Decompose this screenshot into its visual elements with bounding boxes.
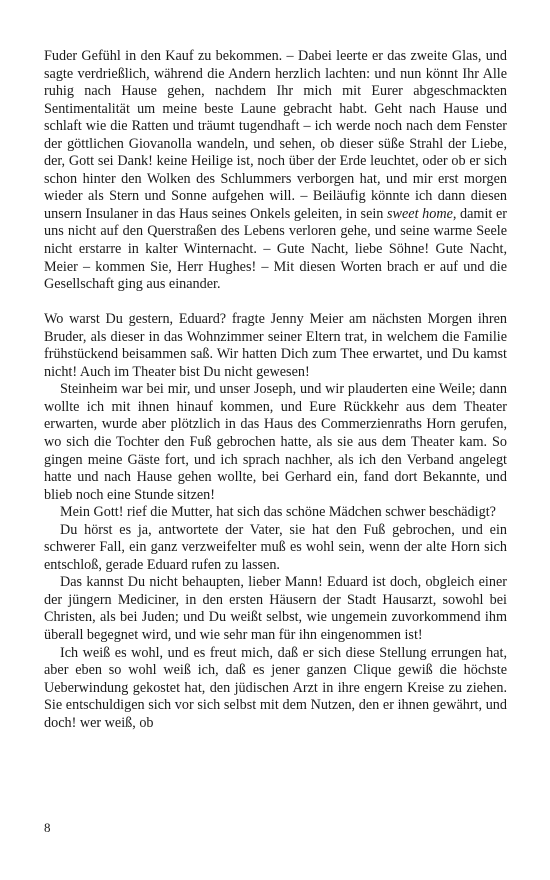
- paragraph-1: [44, 48, 507, 294]
- paragraph-1-italic: sweet home: [387, 205, 453, 222]
- paragraph-3: Steinheim war bei mir, und unser Joseph, und wir plauderten eine Weile; dann wollte ich mit ihnen hinauf kommen, und Eure Rückkehr aus dem Theater erwarten, wurde aber plötzlich in das Haus des Commerzienraths Horn gerufen, wo sich die Tochter den Fuß gebrochen hatte, als sie aus dem Theater kam. So gingen meine Gäste fort, und ich sprach nachher, als ich den Verband angelegt hatte und nach Hause gehen wollte, bei Gerhard ein, fand dort Bekannte, und blieb noch eine Stunde sitzen!: [44, 381, 507, 503]
- paragraph-4: Mein Gott! rief die Mutter, hat sich das schöne Mädchen schwer beschädigt?: [60, 504, 496, 521]
- page-number: 8: [44, 820, 51, 835]
- paragraph-5: Du hörst es ja, antwortete der Vater, sie hat den Fuß gebrochen, und ein schwerer Fall, ein ganz verzweifelter muß es wohl sein, wenn der alte Horn sich entschloß, gerade Eduard rufen zu lassen.: [44, 521, 507, 573]
- paragraph-2: Wo warst Du gestern, Eduard? fragte Jenny Meier am nächsten Morgen ihren Bruder, als dieser in das Wohnzimmer seiner Eltern trat, in welchem die Familie frühstückend beisammen saß. Wir hatten Dich zum Thee erwartet, und Du kamst nicht! Auch im Theater bist Du nicht gewesen!: [44, 311, 507, 380]
- paragraph-7: Ich weiß es wohl, und es freut mich, daß er sich diese Stellung errungen hat, aber eben so wohl weiß ich, daß es jener ganzen Clique gewiß die höchste Ueberwindung gekostet hat, den jüdischen Arzt in ihre engern Kreise zu ziehen. Sie entschuldigen sich vor sich selbst mit dem Nutzen, den er ihnen gewährt, und doch! wer weiß, ob: [44, 644, 507, 731]
- book-page-text: [44, 48, 507, 732]
- paragraph-6: Das kannst Du nicht behaupten, lieber Mann! Eduard ist doch, obgleich einer der jüngern Mediciner, in den ersten Häusern der Stadt Hausarzt, sowohl bei Christen, als bei Juden; und Du weißt selbst, wie ungemein zuvorkommend ihm überall begegnet wird, und wie sehr man für ihn eingenommen ist!: [44, 574, 507, 643]
- paragraph-1-text-b: , damit er uns nicht auf den Querstraßen des Lebens verloren gehe, und seine warme Seele nicht erstarre in kalter Winternacht. – Gute Nacht, liebe Söhne! Gute Nacht, Meier – kommen Sie, Herr Hughes! – Mit diesen Worten brach er auf und die Gesellschaft ging aus einander.: [44, 205, 507, 293]
- paragraph-1-text-a: Fuder Gefühl in den Kauf zu bekommen. – Dabei leerte er das zweite Glas, und sagte verdrießlich, während die Andern herzlich lachten: und nun könnt Ihr Alle ruhig nach Hause gehen, nachdem Ihr mich mit Eurer abgeschmackten Sentimentalität um meine beste Laune gebracht habt. Geht nach Hause und schlaft wie die Ratten und träumt tugendhaft – ich werde noch nach dem Fenster der göttlichen Giovanolla wandeln, und sehen, ob dieser süße Strahl der Liebe, der, Gott sei Dank! keine Heilige ist, noch über der Erde leuchtet, oder ob er sich schon hinter den Wolken des Schlummers verborgen hat, und mir erst morgen wieder als Stern und Sonne aufgehen will. – Beiläufig könnte ich dann diesen unsern Insulaner in das Haus seines Onkels geleiten, in sein: [44, 48, 507, 222]
